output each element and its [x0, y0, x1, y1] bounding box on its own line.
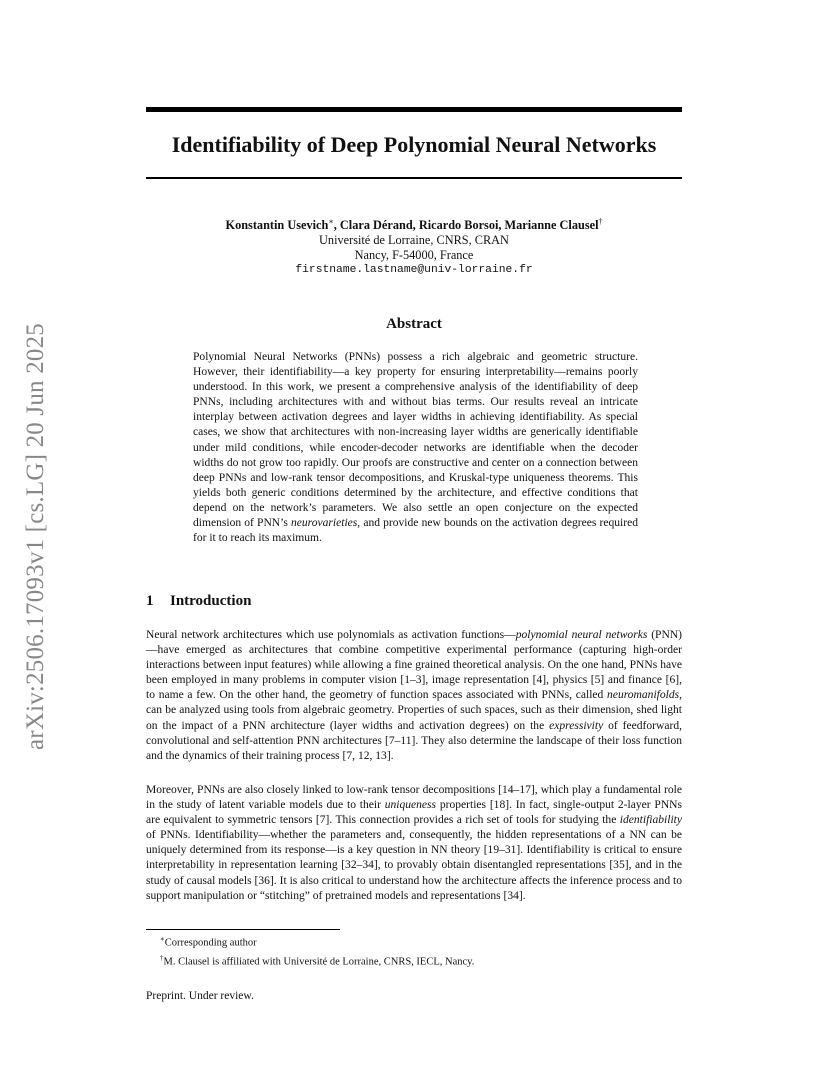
footnotes [160, 932, 682, 969]
abstract-text-2: , and provide new bounds on the activation degrees required for it to reach its maximum. [193, 517, 638, 545]
author-1: Konstantin Usevich [225, 218, 329, 233]
intro-p1-text-2: (PNN)—have emerged as architectures that combine competitive experimental performance (capturing high-order interactions between input features) while allowing a fine grained theoretical analysis. On the one hand, PNNs have been employed in many problems in computer vision [1–3], image representation [4], physics [5] and finance [6], to name a few. On the other hand, the geometry of function spaces associated with PNNs, called [146, 629, 682, 702]
intro-p2-emphasis-1: uniqueness [384, 799, 437, 812]
intro-p1-emphasis-2: neuromanifolds [607, 689, 680, 702]
abstract-emphasis-neurovarieties: neurovarieties [291, 517, 358, 530]
abstract-body [193, 350, 638, 546]
email: firstname.lastname@univ-lorraine.fr [295, 264, 533, 277]
footnote-corresponding [160, 932, 682, 951]
footnote-affiliation [160, 951, 682, 970]
intro-p1-text-3: , can be analyzed using tools from algebraic geometry. Properties of such spaces, such as their dimension, shed light on the impact of a PNN architecture (layer widths and activation degrees) on the [146, 689, 682, 732]
title-top-rule [146, 107, 682, 112]
paper-title: Identifiability of Deep Polynomial Neural Networks [171, 132, 657, 157]
title-bottom-rule [146, 177, 682, 179]
arxiv-identifier: arXiv:2506.17093v1 [cs.LG] 20 Jun 2025 [22, 323, 49, 751]
intro-paragraph-2 [146, 783, 682, 904]
intro-p1-emphasis-3: expressivity [549, 719, 604, 732]
intro-paragraph-1 [146, 628, 682, 764]
abstract-text-1: Polynomial Neural Networks (PNNs) possess a rich algebraic and geometric structure. However, their identifiability—a key property for ensuring interpretability—remains poorly understood. In this work, we present a comprehensive analysis of the identifiability of deep PNNs, including architectures with and without bias terms. Our results reveal an intricate interplay between activation degrees and layer widths in achieving identifiability. As special cases, we show that architectures with non-increasing layer widths are generically identifiable under mild conditions, while encoder-decoder networks are identifiable when the decoder widths do not grow too rapidly. Our proofs are constructive and center on a connection between deep PNNs and low-rank tensor decompositions, and Kruskal-type uniqueness theorems. This yields both generic conditions determined by the architecture, and effective conditions that depend on the network’s parameters. We also settle an open conjecture on the expected dimension of PNN’s [193, 351, 638, 530]
section-heading-introduction [146, 591, 682, 611]
footnote-rule [146, 929, 340, 930]
intro-p2-emphasis-2: identifiability [619, 814, 682, 827]
intro-p1-text-4: of feedforward, convolutional and self-attention PNN architectures [7–11]. They also determine the landscape of their loss function and the dynamics of their training process [7, 12, 13]. [146, 719, 682, 762]
footnote-1-text: Corresponding author [164, 937, 257, 949]
footnote-2-text: M. Clausel is affiliated with Université de Lorraine, CNRS, IECL, Nancy. [163, 956, 475, 967]
author-block [146, 214, 682, 278]
intro-p1-emphasis-1: polynomial neural networks [515, 629, 648, 641]
intro-p2-text-1: Moreover, PNNs are also closely linked to low-rank tensor decompositions [14–17], which play a fundamental role in the study of latent variable models due to their [146, 784, 682, 812]
section-title: Introduction [170, 593, 252, 609]
section-number: 1 [146, 593, 154, 609]
footnote-mark-corresponding: ∗ [328, 217, 334, 226]
affiliation: Université de Lorraine, CNRS, CRAN [319, 233, 509, 248]
intro-p2-text-2: properties [18]. In fact, single-output 2-layer PNNs are equivalent to symmetric tensors [7]. This connection provides a rich set of tools for studying the [146, 799, 682, 827]
intro-p2-text-3: of PNNs. Identifiability—whether the parameters and, consequently, the hidden representations of a NN can be uniquely determined from its response—is a key question in NN theory [19–31]. Identifiability is critical to ensure interpretability in representation learning [32–34], to provably obtain disentangled representations [35], and in the study of causal models [36]. It is also critical to understand how the architecture affects the inference process and to support manipulation or “stitching” of pretrained models and representations [34]. [146, 829, 682, 902]
intro-p1-text-1: Neural network architectures which use polynomials as activation functions— [146, 629, 516, 641]
author-others: , Clara Dérand, Ricardo Borsoi, Marianne Clausel [333, 218, 599, 233]
address: Nancy, F-54000, France [354, 248, 474, 263]
footnote-2-mark: † [160, 953, 164, 962]
abstract-heading: Abstract [386, 316, 442, 332]
author-names [146, 214, 682, 233]
footnote-mark-affiliation: † [598, 217, 603, 226]
footnote-1-mark: ∗ [160, 935, 165, 943]
preprint-note: Preprint. Under review. [146, 990, 254, 1002]
